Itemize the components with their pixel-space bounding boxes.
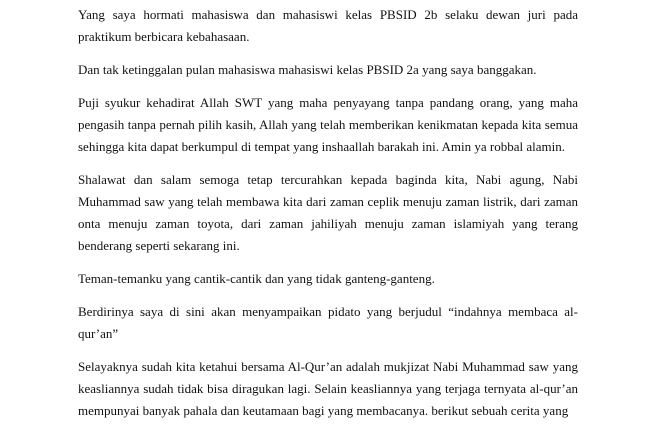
paragraph-gratitude: Puji syukur kehadirat Allah SWT yang maha penyayang tanpa pandang orang, yang maha pengasih tanpa pernah pilih kasih, Allah yang telah memberikan kenikmatan kepada kita semua sehingga kita dapat berkumpul di tempat yang inshaallah barakah ini. Amin ya robbal alamin. <box>78 95 578 154</box>
paragraph-greeting-jury: Yang saya hormati mahasiswa dan mahasiswi kelas PBSID 2b selaku dewan juri pada praktikum berbicara kebahasaan. <box>78 7 578 44</box>
paragraph-friends: Teman-temanku yang cantik-cantik dan yang tidak ganteng-ganteng. <box>78 271 435 286</box>
speech-text <box>78 4 578 433</box>
paragraph-shalawat: Shalawat dan salam semoga tetap tercurahkan kepada baginda kita, Nabi agung, Nabi Muhammad saw yang telah membawa kita dari zaman ceplik menuju zaman listrik, dari zaman onta menuju zaman toyota, dari zaman jahiliyah menuju zaman islamiyah yang terang benderang seperti sekarang ini. <box>78 172 578 253</box>
paragraph-quran: Selayaknya sudah kita ketahui bersama Al-Qur’an adalah mukjizat Nabi Muhammad saw yang keasliannya sudah tidak bisa diragukan lagi. Selain keasliannya yang terjaga ternyata al-qur’an mempunyai banyak pahala dan keutamaan bagi yang membacanya. berikut sebuah cerita yang <box>78 359 578 418</box>
paragraph-speech-title: Berdirinya saya di sini akan menyampaikan pidato yang berjudul “indahnya membaca al-qur’an” <box>78 304 578 341</box>
paragraph-greeting-class: Dan tak ketinggalan pulan mahasiswa mahasiswi kelas PBSID 2a yang saya banggakan. <box>78 62 537 77</box>
